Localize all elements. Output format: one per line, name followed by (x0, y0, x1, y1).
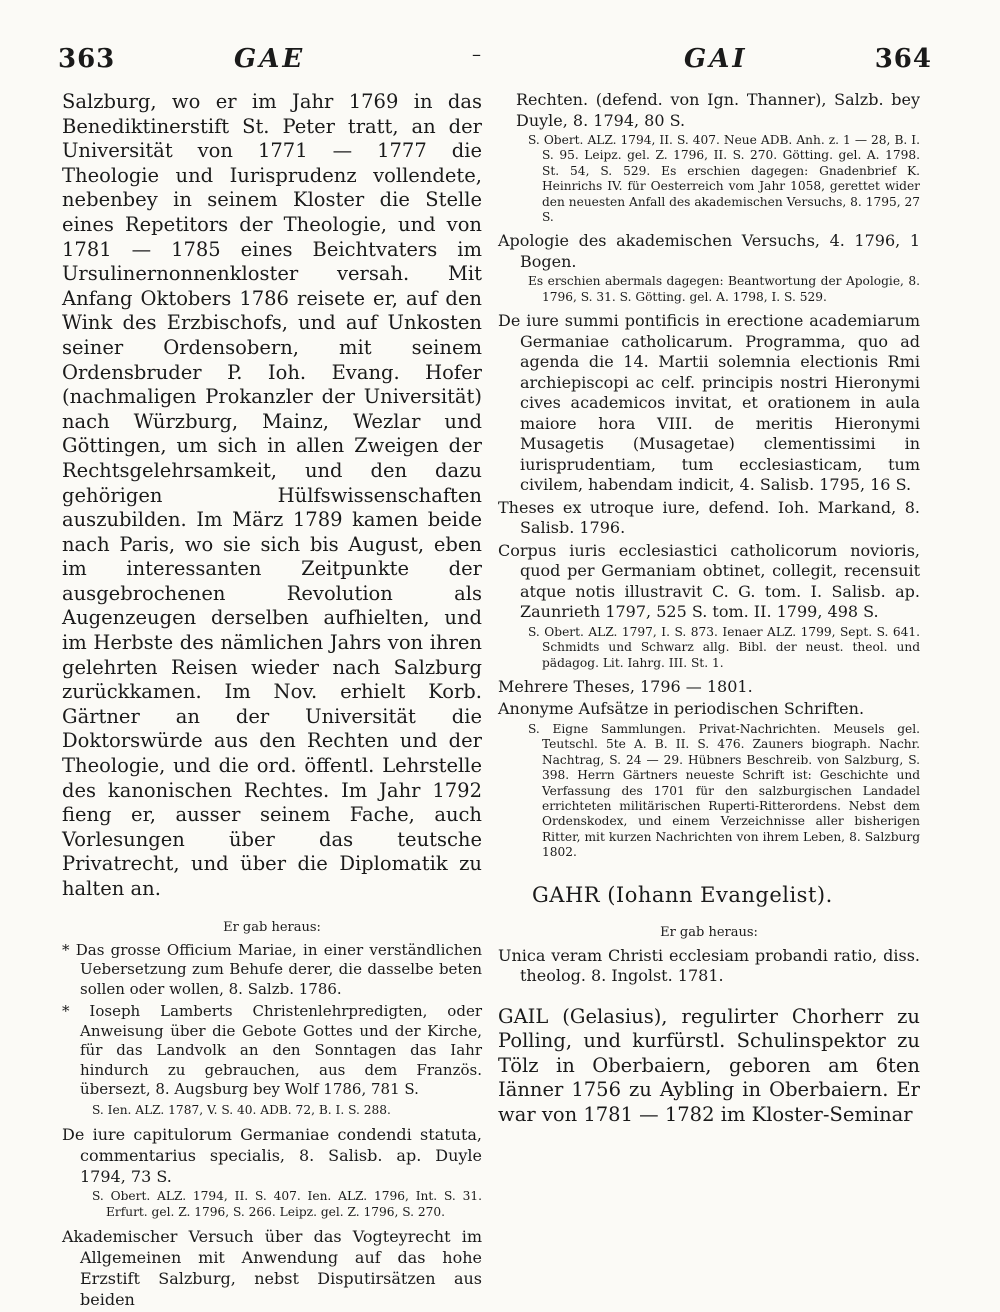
left-column (62, 90, 482, 1312)
review-note: S. Obert. ALZ. 1794, II. S. 407. Neue ADB. Anh. z. 1 — 28, B. I. S. 95. Leipz. gel. Z. 1796, II. S. 270. Götting. gel. A. 1798. St. 54, S. 529. Es erschien dagegen: Gnadenbrief K. Heinrichs IV. für Oesterreich vom Jahr 1058, gerettet wider den neuesten Anfall des akademischen Versuchs, 8. 1795, 27 S. (528, 133, 920, 225)
works-heading: Er gab heraus: (223, 919, 321, 935)
work-entry-continued: Rechten. (defend. von Ign. Thanner), Salzb. bey Duyle, 8. 1794, 80 S. (516, 90, 920, 130)
gahr-heading: GAHR (Iohann Evangelist). (532, 882, 833, 907)
review-note: S. Obert. ALZ. 1797, I. S. 873. Ienaer ALZ. 1799, Sept. S. 641. Schmidts und Schwarz allg. Bibl. der neust. theol. und pädagog. Lit. Iahrg. III. St. 1. (528, 624, 920, 670)
work-entry: * Ioseph Lamberts Christenlehrpredigten, oder Anweisung über die Gebote Gottes und der Kirche, für das Landvolk an den Sonntagen das Iahr hindurch zu gebrauchen, aus dem Französ. übersezt, 8. Augsburg bey Wolf 1786, 781 S. (62, 1002, 482, 1099)
work-entry: Unica veram Christi ecclesiam probandi ratio, diss. theolog. 8. Ingolst. 1781. (498, 945, 920, 986)
left-page-number: 363 (58, 44, 116, 74)
review-note: S. Obert. ALZ. 1794, II. S. 407. Ien. ALZ. 1796, Int. S. 31. Erfurt. gel. Z. 1796, S. 266. Leipz. gel. Z. 1796, S. 270. (92, 1189, 482, 1219)
review-note: Es erschien abermals dagegen: Beantwortung der Apologie, 8. 1796, S. 31. S. Götting. gel. A. 1798, I. S. 529. (528, 274, 920, 304)
works-heading: Er gab heraus: (660, 924, 758, 940)
biography-text: Salzburg, wo er im Jahr 1769 in das Benediktinerstift St. Peter tratt, an der Universität von 1771 — 1777 die Theologie und Iurisprudenz vollendete, nebenbey in seinem Kloster die Stelle eines Repetitors der Theologie, und von 1781 — 1785 eines Beichtvaters im Ursulinernonnenkloster versah. Mit Anfang Oktobers 1786 reisete er, auf den Wink des Erzbischofs, und auf Unkosten seiner Ordensobern, mit seinem Ordensbruder P. Ioh. Evang. Hofer (nachmaligen Prokanzler der Universität) nach Würzburg, Mainz, Wezlar und Göttingen, um sich in allen Zweigen der Rechtsgelehrsamkeit, und den dazu gehörigen Hülfswissenschaften auszubilden. Im März 1789 kamen beide nach Paris, wo sie sich bis August, eben im interessanten Zeitpunkte der ausgebrochenen Revolution als Augenzeugen derselben aufhielten, und im Herbste des nämlichen Jahrs von ihren gelehrten Reisen wieder nach Salzburg zurückkamen. Im Nov. erhielt Korb. Gärtner an der Universität die Doktorswürde aus den Rechten und der Theologie, und die ord. öffentl. Lehrstelle des kanonischen Rechtes. Im Jahr 1792 fieng er, ausser seinem Fache, auch Vorlesungen über das teutsche Privatrecht, und über die Diplomatik zu halten an. (62, 90, 482, 900)
left-running-head: GAE (234, 44, 306, 74)
page-header (0, 44, 1000, 84)
work-entry: De iure summi pontificis in erectione academiarum Germaniae catholicarum. Programma, quo ad agenda die 14. Martii solemnia electionis Rmi archiepiscopi ac celf. principis nostri Hieronymi cives academicos invitat, et orationem in aula maiore hora VIII. de meritis Hieronymi Musagetis (Musagetae) clementissimi in iurisprudentiam, tum ecclesiasticam, tum civilem, habendam indicit, 4. Salisb. 1795, 16 S. (498, 311, 920, 495)
gail-entry-text: GAIL (Gelasius), regulirter Chorherr zu Polling, und kurfürstl. Schulinspektor zu Tölz in Oberbaiern, geboren am 6ten Iänner 1756 zu Aybling in Oberbaiern. Er war von 1781 — 1782 im Kloster-Seminar (498, 1004, 920, 1126)
work-entry: Corpus iuris ecclesiastici catholicorum novioris, quod per Germaniam obtinet, collegit, recensuit atque notis illustravit C. G. tom. I. Salisb. ap. Zaunrieth 1797, 525 S. tom. II. 1799, 498 S. (498, 540, 920, 622)
right-column (498, 90, 920, 1128)
right-page-number: 364 (874, 44, 932, 74)
work-entry: De iure capitulorum Germaniae condendi statuta, commentarius specialis, 8. Salisb. ap. Duyle 1794, 73 S. (62, 1125, 482, 1187)
work-entry: Akademischer Versuch über das Vogteyrecht im Allgemeinen mit Anwendung auf das hohe Erzstift Salzburg, nebst Disputirsätzen aus beiden (62, 1227, 482, 1310)
right-running-head: GAI (684, 44, 748, 74)
review-note: S. Ien. ALZ. 1787, V. S. 40. ADB. 72, B. I. S. 288. (92, 1102, 391, 1117)
work-entry: * Das grosse Officium Mariae, in einer verständlichen Uebersetzung zum Behufe derer, die dasselbe beten sollen oder wollen, 8. Salzb. 1786. (62, 940, 482, 998)
work-entry: Apologie des akademischen Versuchs, 4. 1796, 1 Bogen. (498, 231, 920, 271)
work-entry: Theses ex utroque iure, defend. Ioh. Markand, 8. Salisb. 1796. (498, 497, 920, 538)
sources-note: S. Eigne Sammlungen. Privat-Nachrichten. Meusels gel. Teutschl. 5te A. B. II. S. 476. Zauners biograph. Nachr. Nachtrag, S. 24 — 29. Hübners Beschreib. von Salzburg, S. 398. Herrn Gärtners neueste Schrift ist: Geschichte und Verfassung des 1701 für den salzburgischen Landadel errichteten militärischen Ruperti-Ritterordens. Nebst dem Ordenskodex, und einem Verzeichnisse aller bisherigen Ritter, mit kurzen Nachrichten von ihrem Leben, 8. Salzburg 1802. (528, 721, 920, 860)
work-entry: Anonyme Aufsätze in periodischen Schriften. (498, 699, 865, 719)
header-mark: – (472, 44, 481, 65)
work-entry: Mehrere Theses, 1796 — 1801. (498, 676, 753, 696)
